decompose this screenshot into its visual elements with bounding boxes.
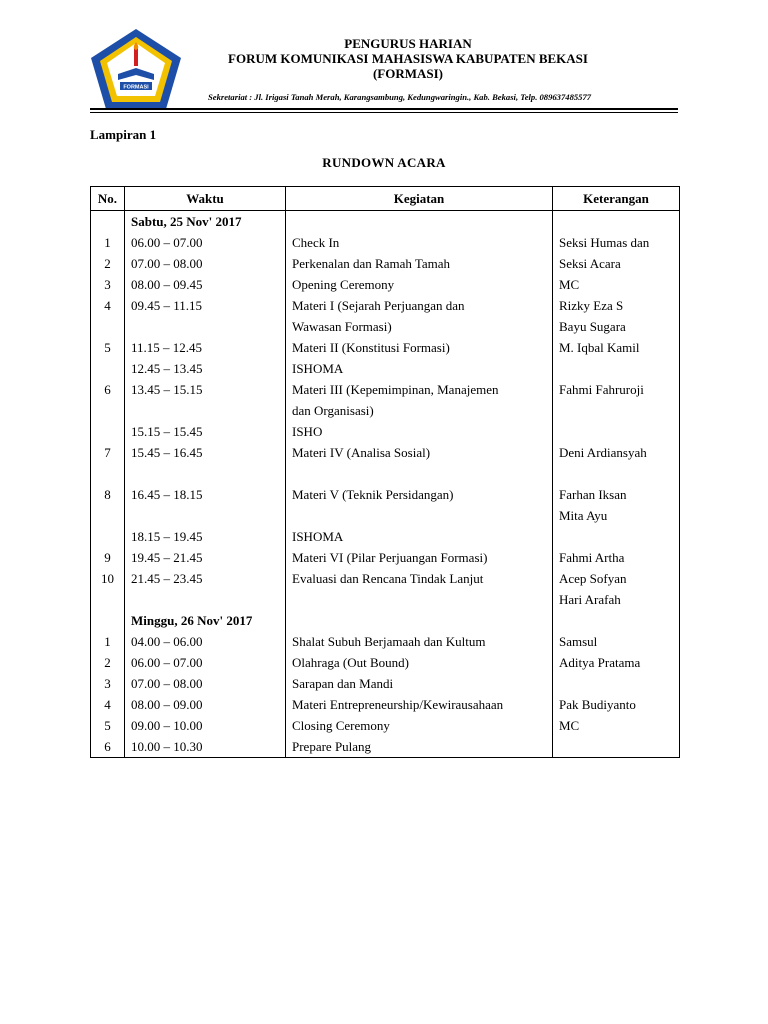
- cell-no: 3: [91, 274, 125, 295]
- cell-keterangan: [553, 526, 680, 547]
- cell-keterangan: Deni Ardiansyah: [553, 442, 680, 463]
- cell-waktu: 09.45 – 11.15: [125, 295, 286, 316]
- cell-waktu: 08.00 – 09.45: [125, 274, 286, 295]
- cell-waktu: [125, 589, 286, 610]
- table-row: [91, 232, 680, 253]
- table-row-day-heading: [91, 211, 680, 233]
- cell-kegiatan: Materi III (Kepemimpinan, Manajemen: [286, 379, 553, 400]
- cell-kegiatan: [286, 211, 553, 233]
- cell-no: [91, 316, 125, 337]
- cell-waktu: [125, 505, 286, 526]
- cell-waktu: 16.45 – 18.15: [125, 484, 286, 505]
- cell-no: 4: [91, 295, 125, 316]
- cell-kegiatan: Materi Entrepreneurship/Kewirausahaan: [286, 694, 553, 715]
- cell-no: 9: [91, 547, 125, 568]
- cell-no: 5: [91, 337, 125, 358]
- cell-kegiatan: dan Organisasi): [286, 400, 553, 421]
- heading-line-2: FORUM KOMUNIKASI MAHASISWA KABUPATEN BEKASI: [228, 51, 588, 66]
- heading-line-3: (FORMASI): [372, 66, 444, 81]
- cell-kegiatan: Materi V (Teknik Persidangan): [286, 484, 553, 505]
- table-row: [91, 526, 680, 547]
- cell-kegiatan: Materi I (Sejarah Perjuangan dan: [286, 295, 553, 316]
- table-row: [91, 253, 680, 274]
- cell-waktu: 10.00 – 10.30: [125, 736, 286, 758]
- secretariat-address: Sekretariat : Jl. Irigasi Tanah Merah, Karangsambung, Kedungwaringin., Kab. Bekasi, Telp. 089637485577: [208, 92, 592, 102]
- cell-no: [91, 610, 125, 631]
- cell-keterangan: Pak Budiyanto: [553, 694, 680, 715]
- cell-waktu: 06.00 – 07.00: [125, 652, 286, 673]
- cell-keterangan: [553, 400, 680, 421]
- cell-waktu: [125, 463, 286, 484]
- cell-waktu: Minggu, 26 Nov' 2017: [125, 610, 286, 631]
- cell-keterangan: Seksi Humas dan: [553, 232, 680, 253]
- cell-no: 2: [91, 253, 125, 274]
- logo-text: FORMASI: [123, 84, 149, 91]
- cell-kegiatan: Sarapan dan Mandi: [286, 673, 553, 694]
- cell-no: 7: [91, 442, 125, 463]
- table-row: [91, 358, 680, 379]
- cell-keterangan: MC: [553, 715, 680, 736]
- cell-no: [91, 589, 125, 610]
- cell-no: [91, 505, 125, 526]
- formasi-logo-icon: [90, 28, 182, 110]
- cell-kegiatan: [286, 610, 553, 631]
- cell-kegiatan: [286, 589, 553, 610]
- table-row: [91, 631, 680, 652]
- cell-no: [91, 400, 125, 421]
- letterhead-rule-thin: [90, 112, 678, 113]
- cell-kegiatan: Materi II (Konstitusi Formasi): [286, 337, 553, 358]
- cell-waktu: 09.00 – 10.00: [125, 715, 286, 736]
- table-row: [91, 421, 680, 442]
- cell-no: [91, 358, 125, 379]
- table-row: [91, 568, 680, 589]
- cell-kegiatan: Check In: [286, 232, 553, 253]
- letterhead-rule-thick: [90, 108, 678, 110]
- table-row: [91, 442, 680, 463]
- table-row: [91, 673, 680, 694]
- cell-keterangan: Samsul: [553, 631, 680, 652]
- table-row: [91, 337, 680, 358]
- table-row: [91, 484, 680, 505]
- table-row: [91, 652, 680, 673]
- cell-kegiatan: ISHOMA: [286, 526, 553, 547]
- heading-line-1: PENGURUS HARIAN: [344, 36, 472, 51]
- cell-no: 5: [91, 715, 125, 736]
- cell-keterangan: [553, 211, 680, 233]
- table-row: [91, 295, 680, 316]
- letterhead: [90, 28, 678, 110]
- cell-waktu: 04.00 – 06.00: [125, 631, 286, 652]
- cell-no: [91, 421, 125, 442]
- cell-kegiatan: ISHO: [286, 421, 553, 442]
- rundown-table: [90, 186, 680, 758]
- cell-waktu: 06.00 – 07.00: [125, 232, 286, 253]
- cell-keterangan: [553, 358, 680, 379]
- column-header-waktu: Waktu: [125, 187, 286, 211]
- cell-waktu: 21.45 – 23.45: [125, 568, 286, 589]
- cell-no: [91, 463, 125, 484]
- cell-no: 3: [91, 673, 125, 694]
- cell-keterangan: [553, 673, 680, 694]
- cell-no: [91, 526, 125, 547]
- cell-keterangan: Seksi Acara: [553, 253, 680, 274]
- cell-no: 2: [91, 652, 125, 673]
- cell-kegiatan: Closing Ceremony: [286, 715, 553, 736]
- table-row: [91, 274, 680, 295]
- cell-kegiatan: [286, 463, 553, 484]
- table-row: [91, 316, 680, 337]
- cell-no: 4: [91, 694, 125, 715]
- cell-keterangan: Fahmi Fahruroji: [553, 379, 680, 400]
- cell-waktu: 15.45 – 16.45: [125, 442, 286, 463]
- cell-waktu: 12.45 – 13.45: [125, 358, 286, 379]
- table-row: [91, 694, 680, 715]
- cell-no: [91, 211, 125, 233]
- table-row: [91, 463, 680, 484]
- cell-kegiatan: ISHOMA: [286, 358, 553, 379]
- cell-waktu: 19.45 – 21.45: [125, 547, 286, 568]
- cell-waktu: [125, 400, 286, 421]
- table-row-day-heading: [91, 610, 680, 631]
- cell-keterangan: Mita Ayu: [553, 505, 680, 526]
- cell-waktu: 07.00 – 08.00: [125, 253, 286, 274]
- table-row: [91, 505, 680, 526]
- cell-keterangan: Aditya Pratama: [553, 652, 680, 673]
- table-row: [91, 400, 680, 421]
- column-header-no: No.: [91, 187, 125, 211]
- cell-kegiatan: Perkenalan dan Ramah Tamah: [286, 253, 553, 274]
- cell-waktu: [125, 316, 286, 337]
- cell-keterangan: [553, 421, 680, 442]
- column-header-keterangan: Keterangan: [553, 187, 680, 211]
- cell-keterangan: Fahmi Artha: [553, 547, 680, 568]
- attachment-label: Lampiran 1: [90, 127, 157, 142]
- cell-waktu: 13.45 – 15.15: [125, 379, 286, 400]
- table-row: [91, 547, 680, 568]
- cell-keterangan: M. Iqbal Kamil: [553, 337, 680, 358]
- cell-kegiatan: Materi IV (Analisa Sosial): [286, 442, 553, 463]
- cell-keterangan: [553, 610, 680, 631]
- cell-waktu: 07.00 – 08.00: [125, 673, 286, 694]
- cell-no: 6: [91, 379, 125, 400]
- cell-no: 6: [91, 736, 125, 758]
- cell-keterangan: Farhan Iksan: [553, 484, 680, 505]
- table-row: [91, 589, 680, 610]
- cell-kegiatan: Opening Ceremony: [286, 274, 553, 295]
- column-header-kegiatan: Kegiatan: [286, 187, 553, 211]
- cell-kegiatan: Materi VI (Pilar Perjuangan Formasi): [286, 547, 553, 568]
- cell-keterangan: Rizky Eza S: [553, 295, 680, 316]
- cell-keterangan: [553, 463, 680, 484]
- table-row: [91, 715, 680, 736]
- document-title: RUNDOWN ACARA: [322, 155, 446, 170]
- cell-no: 1: [91, 232, 125, 253]
- cell-kegiatan: Evaluasi dan Rencana Tindak Lanjut: [286, 568, 553, 589]
- cell-no: 1: [91, 631, 125, 652]
- cell-no: 10: [91, 568, 125, 589]
- cell-waktu: 18.15 – 19.45: [125, 526, 286, 547]
- cell-keterangan: [553, 736, 680, 758]
- table-row: [91, 379, 680, 400]
- cell-keterangan: MC: [553, 274, 680, 295]
- table-header-row: [91, 187, 680, 211]
- organization-heading: [208, 36, 608, 81]
- cell-waktu: 11.15 – 12.45: [125, 337, 286, 358]
- cell-no: 8: [91, 484, 125, 505]
- cell-kegiatan: Shalat Subuh Berjamaah dan Kultum: [286, 631, 553, 652]
- cell-waktu: Sabtu, 25 Nov' 2017: [125, 211, 286, 233]
- cell-kegiatan: Wawasan Formasi): [286, 316, 553, 337]
- cell-keterangan: Acep Sofyan: [553, 568, 680, 589]
- table-body: [91, 211, 680, 758]
- table-row: [91, 736, 680, 758]
- cell-kegiatan: [286, 505, 553, 526]
- cell-waktu: 08.00 – 09.00: [125, 694, 286, 715]
- cell-waktu: 15.15 – 15.45: [125, 421, 286, 442]
- cell-keterangan: Hari Arafah: [553, 589, 680, 610]
- cell-kegiatan: Olahraga (Out Bound): [286, 652, 553, 673]
- cell-keterangan: Bayu Sugara: [553, 316, 680, 337]
- cell-kegiatan: Prepare Pulang: [286, 736, 553, 758]
